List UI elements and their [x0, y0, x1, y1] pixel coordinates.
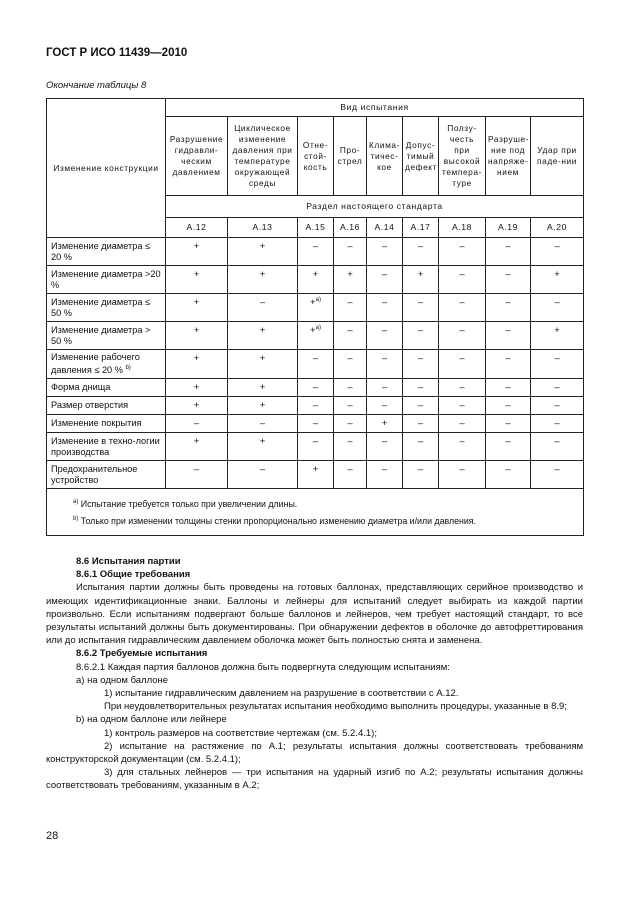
table-cell: – — [298, 379, 334, 397]
table-cell: – — [334, 294, 367, 322]
table-cell: – — [367, 294, 403, 322]
row-label: Изменение в техно-логии производства — [47, 433, 166, 461]
table-footnotes — [47, 489, 584, 536]
footnote-a: $^{a)}$ Испытание требуется только при увеличении длины. — [73, 498, 298, 509]
table-row — [47, 238, 584, 266]
table-cell: – — [439, 238, 486, 266]
column-header: Клима-тичес-кое — [367, 117, 403, 196]
item-b1: 1) контроль размеров на соответствие чертежам (см. 5.2.4.1); — [104, 727, 377, 739]
table-cell: + — [367, 415, 403, 433]
table-cell: – — [486, 350, 531, 379]
table-cell: – — [367, 461, 403, 489]
paragraph-failure: При неудовлетворительных результатах испытания необходимо выполнить процедуры, указанные в 8.9; — [104, 701, 567, 713]
table-cell: + — [166, 238, 228, 266]
section-ref: А.19 — [486, 218, 531, 238]
row-label: Изменение диаметра ≤ 50 % — [47, 294, 166, 322]
table-cell: – — [334, 461, 367, 489]
row-label: Изменение диаметра ≤ 20 % — [47, 238, 166, 266]
item-a1: 1) испытание гидравлическим давлением на разрушение в соответствии с А.12. — [104, 688, 459, 700]
table-row — [47, 379, 584, 397]
table-cell: – — [334, 433, 367, 461]
table-cell: – — [439, 322, 486, 350]
table-cell: + — [166, 350, 228, 379]
table-cell: – — [531, 461, 584, 489]
table-cell: + — [166, 379, 228, 397]
table-cell: – — [334, 238, 367, 266]
section-ref: А.18 — [439, 218, 486, 238]
table-cell: + — [228, 322, 298, 350]
table-cell: – — [439, 350, 486, 379]
row-label: Изменение покрытия — [47, 415, 166, 433]
table-row — [47, 397, 584, 415]
table-cell: – — [228, 461, 298, 489]
table-cell: – — [486, 294, 531, 322]
column-header: Удар при паде-нии — [531, 117, 584, 196]
item-b: b) на одном баллоне или лейнере — [76, 714, 227, 726]
table-cell: – — [439, 433, 486, 461]
row-label: Изменение рабочего давления ≤ 20 % $^{b)}$ — [47, 350, 166, 379]
table-cell: – — [403, 294, 439, 322]
section-ref: А.13 — [228, 218, 298, 238]
document-header: ГОСТ Р ИСО 11439—2010 — [46, 47, 188, 59]
table-cell: – — [298, 415, 334, 433]
table-cell: – — [439, 397, 486, 415]
table-cell: – — [403, 322, 439, 350]
table-row — [47, 350, 584, 379]
table-cell: + — [228, 433, 298, 461]
table-cell: – — [486, 379, 531, 397]
table-cell: – — [228, 294, 298, 322]
table-cell: – — [531, 397, 584, 415]
column-header: Допус-тимый дефект — [403, 117, 439, 196]
table-cell: + — [166, 322, 228, 350]
table-cell: – — [367, 238, 403, 266]
table-cell: – — [298, 350, 334, 379]
table-cell: – — [531, 379, 584, 397]
table-cell: – — [531, 415, 584, 433]
table-cell: – — [531, 433, 584, 461]
table-row — [47, 433, 584, 461]
table-cell: + — [531, 266, 584, 294]
page-number: 28 — [46, 830, 59, 842]
table-row — [47, 415, 584, 433]
table-cell: – — [486, 266, 531, 294]
table-row — [47, 322, 584, 350]
table-cell: – — [439, 415, 486, 433]
table-cell: – — [334, 322, 367, 350]
table-cell: – — [403, 397, 439, 415]
section-ref: А.15 — [298, 218, 334, 238]
column-header: Разруше-ние под напряже-нием — [486, 117, 531, 196]
table-cell: – — [403, 350, 439, 379]
table-cell: – — [403, 461, 439, 489]
table-cell: + — [298, 266, 334, 294]
table-cell: – — [531, 294, 584, 322]
table-caption: Окончание таблицы 8 — [46, 80, 147, 91]
table-cell: – — [439, 294, 486, 322]
table-cell: – — [486, 238, 531, 266]
table-cell: – — [334, 397, 367, 415]
column-header: Циклическое изменение давления при температуре окружающей среды — [228, 117, 298, 196]
item-b3: 3) для стальных лейнеров — три испытания на ударный изгиб по А.2; результаты испытания должны соответствовать требованиям, указанным в А.2; — [46, 767, 583, 792]
row-label: Размер отверстия — [47, 397, 166, 415]
item-a: a) на одном баллоне — [76, 674, 169, 686]
table-cell: – — [403, 238, 439, 266]
table-cell: – — [367, 266, 403, 294]
test-type-header: Вид испытания — [166, 99, 584, 117]
section-header: Раздел настоящего стандарта — [166, 196, 584, 218]
table-row — [47, 266, 584, 294]
table-cell: – — [367, 322, 403, 350]
table-cell: – — [166, 461, 228, 489]
table-cell: + — [228, 350, 298, 379]
row-label: Предохранительное устройство — [47, 461, 166, 489]
body-text — [46, 555, 583, 793]
table-cell: – — [486, 461, 531, 489]
table-cell: + — [228, 379, 298, 397]
table-cell: – — [439, 461, 486, 489]
table-row — [47, 294, 584, 322]
table-cell: – — [486, 415, 531, 433]
test-table — [46, 98, 584, 536]
table-cell: – — [228, 415, 298, 433]
section-heading-8-6-2: 8.6.2 Требуемые испытания — [76, 648, 208, 660]
table-cell: + — [166, 294, 228, 322]
row-label: Форма днища — [47, 379, 166, 397]
column-header: Про-стрел — [334, 117, 367, 196]
table-cell: – — [367, 433, 403, 461]
table-cell: + — [228, 238, 298, 266]
row-label: Изменение диаметра > 50 % — [47, 322, 166, 350]
table-cell: – — [403, 433, 439, 461]
section-heading-8-6-1: 8.6.1 Общие требования — [76, 569, 191, 581]
column-header: Разрушение гидравли-ческим давлением — [166, 117, 228, 196]
paragraph-8-6-2-1: 8.6.2.1 Каждая партия баллонов должна быть подвергнута следующим испытаниям: — [76, 661, 450, 673]
table-cell: + — [166, 266, 228, 294]
section-ref: А.14 — [367, 218, 403, 238]
table-cell: + — [166, 397, 228, 415]
table-cell: + — [403, 266, 439, 294]
table-cell: – — [403, 379, 439, 397]
table-cell: +$^{a)}$ — [298, 294, 334, 322]
table-cell: – — [403, 415, 439, 433]
table-cell: – — [166, 415, 228, 433]
table-cell: – — [334, 350, 367, 379]
table-cell: – — [439, 379, 486, 397]
table-cell: + — [228, 266, 298, 294]
column-header: Ползу-честь при высокой темпера-туре — [439, 117, 486, 196]
table-cell: – — [486, 397, 531, 415]
table-cell: – — [531, 238, 584, 266]
table-row — [47, 461, 584, 489]
table-cell: – — [531, 350, 584, 379]
table-cell: – — [367, 350, 403, 379]
section-heading-8-6: 8.6 Испытания партии — [76, 556, 181, 567]
table-cell: – — [486, 322, 531, 350]
table-cell: + — [298, 461, 334, 489]
section-ref: А.12 — [166, 218, 228, 238]
item-b2: 2) испытание на растяжение по А.1; результаты испытания должны соответствовать требованиям конструкторской документации (см. 5.2.4.1); — [46, 740, 583, 766]
table-cell: – — [439, 266, 486, 294]
table-cell: – — [486, 433, 531, 461]
table-cell: + — [166, 433, 228, 461]
footnote-b: $^{b)}$ Только при изменении толщины стенки пропорционально изменению диаметра и/или давления. — [73, 515, 476, 526]
table-cell: + — [334, 266, 367, 294]
table-cell: – — [367, 379, 403, 397]
table-cell: – — [334, 379, 367, 397]
row-label: Изменение диаметра >20 % — [47, 266, 166, 294]
table-cell: – — [298, 433, 334, 461]
table-cell: +$^{a)}$ — [298, 322, 334, 350]
section-ref: А.17 — [403, 218, 439, 238]
section-ref: А.20 — [531, 218, 584, 238]
table-cell: + — [228, 397, 298, 415]
table-cell: + — [531, 322, 584, 350]
table-cell: – — [298, 238, 334, 266]
column-header: Отне-стой-кость — [298, 117, 334, 196]
table-cell: – — [334, 415, 367, 433]
table-cell: – — [298, 397, 334, 415]
corner-header: Изменение конструкции — [47, 99, 166, 238]
paragraph-general: Испытания партии должны быть проведены на готовых баллонах, представляющих серийное производство и имеющих идентификационные знаки. Баллоны и лейнеры для испытаний следует выбирать из каждой партии произвольно. Если испытаниям подвергают больше баллонов и лейнеров, чем требует настоящий стандарт, то все результаты испытаний должны быть документированы. При обнаружении дефектов в оболочке до автофреттирования или до испытания гидравлическим давлением оболочка может быть полностью снята и заменена. — [46, 582, 583, 647]
section-ref: А.16 — [334, 218, 367, 238]
table-cell: – — [367, 397, 403, 415]
